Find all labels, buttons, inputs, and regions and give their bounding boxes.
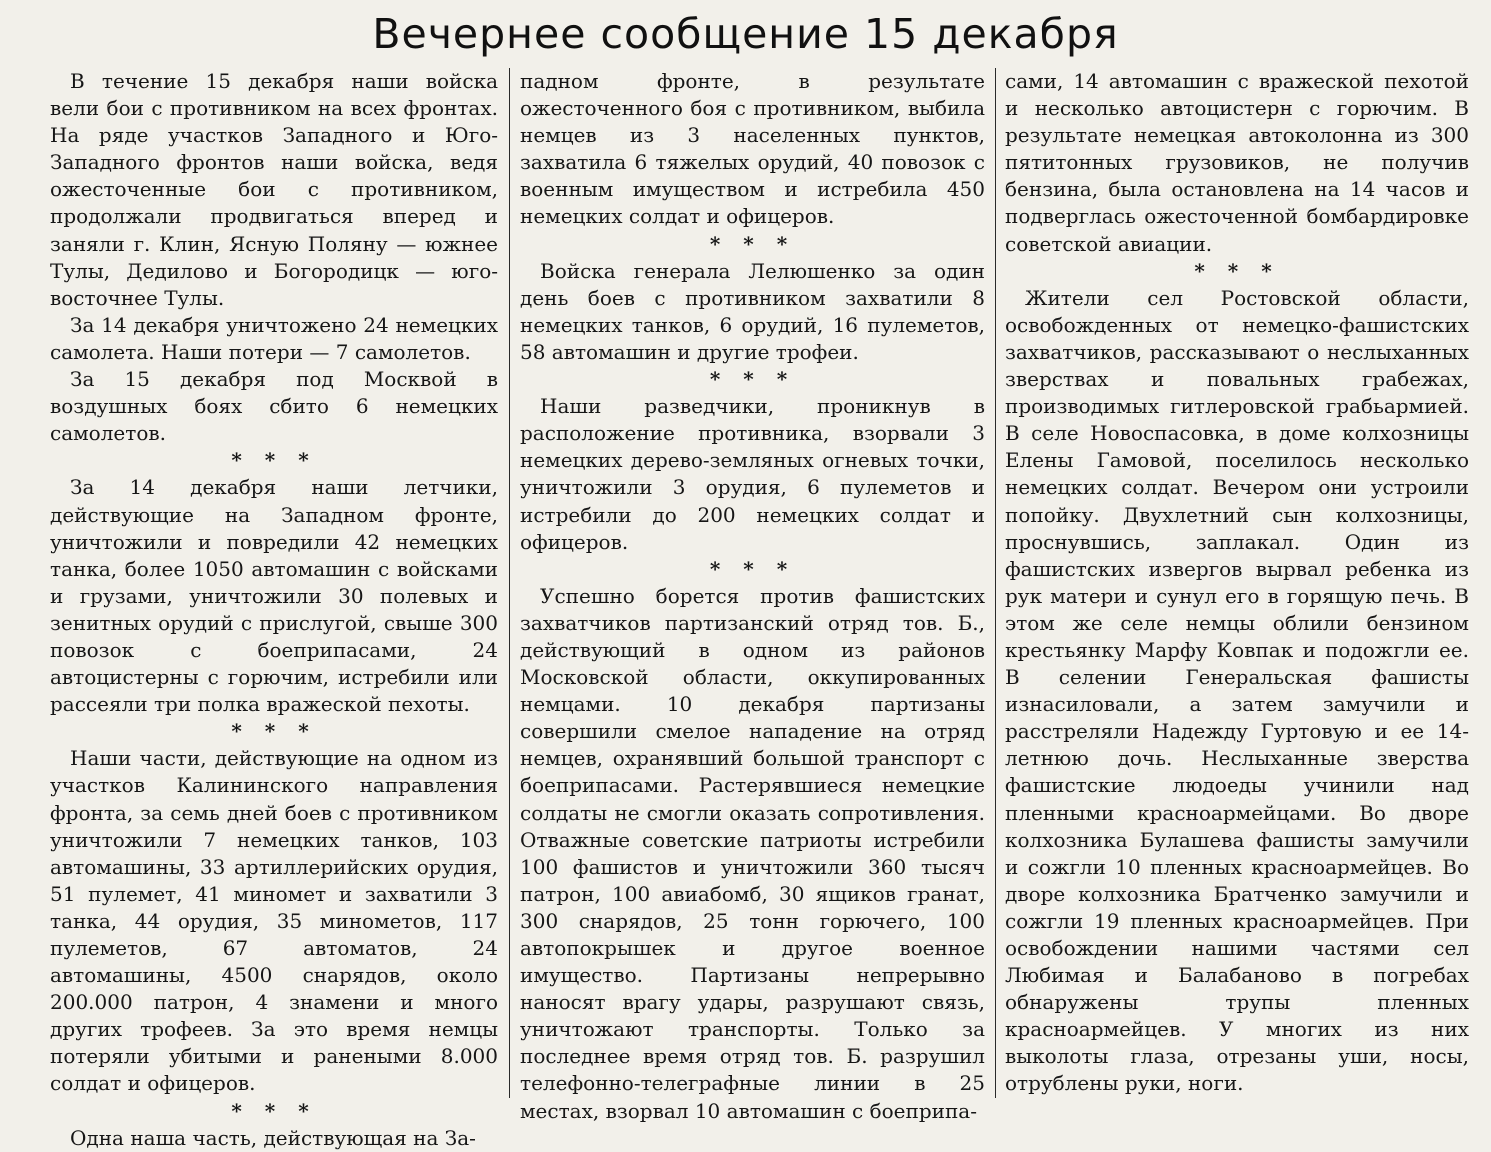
section-separator: * * * <box>231 719 317 744</box>
section-separator: * * * <box>231 1098 317 1123</box>
article-column-2 <box>520 68 985 1125</box>
section-separator: * * * <box>709 556 796 581</box>
article-paragraph: За 15 декабря под Москвой в воздушных боях сбито 6 немецких самолетов. <box>50 367 498 446</box>
column-rule-2 <box>995 68 996 1098</box>
article-paragraph: За 14 декабря уничтожено 24 немецких самолета. Наши потери — 7 самолетов. <box>50 312 498 364</box>
article-paragraph: Одна наша часть, действующая на За- <box>70 1125 476 1150</box>
article-paragraph: Войска генерала Лелюшенко за один день боев с противником захватили 8 немецких танков, 6 орудий, 16 пулеметов, 58 автомашин и другие трофеи. <box>520 258 985 364</box>
article-column-1 <box>50 68 498 1152</box>
article-paragraph: Успешно борется против фашистских захватчиков партизанский отряд тов. Б., действующий в одном из районов Московской области, оккупированных немцами. 10 декабря партизаны совершили смелое нападение на отряд немцев, охранявший большой транспорт с боеприпасами. Растерявшиеся немецкие солдаты не смогли оказать сопротивления. Отважные советские патриоты истребили 100 фашистов и уничтожили 360 тысяч патрон, 100 авиабомб, 30 ящиков гранат, 300 снарядов, 25 тонн горючего, 100 автопокрышек и другое военное имущество. Партизаны непрерывно наносят врагу удары, разрушают связь, уничтожают транспорты. Только за последнее время отряд тов. Б. разрушил телефонно-телеграфные линии в 25 местах, взорвал 10 автомашин с боеприпа- <box>520 583 985 1123</box>
article-paragraph: В течение 15 декабря наши войска вели бои с противником на всех фронтах. На ряде участков Западного и Юго-Западного фронтов наши войска, ведя ожесточенные бои с противником, продолжали продвигаться вперед и заняли г. Клин, Ясную Поляну — южнее Тулы, Дедилово и Богородицк — юго-восточнее Тулы. <box>50 69 498 310</box>
article-paragraph: Наши части, действующие на одном из участков Калининского направления фронта, за семь дней боев с противником уничтожили 7 немецких танков, 103 автомашины, 33 артиллерийских орудия, 51 пулемет, 41 миномет и захватили 3 танка, 44 орудия, 35 минометов, 117 пулеметов, 67 автоматов, 24 автомашины, 4500 снарядов, около 200.000 патрон, 4 знамени и много других трофеев. За это время немцы потеряли убитыми и ранеными 8.000 солдат и офицеров. <box>50 746 498 1096</box>
section-separator: * * * <box>1194 258 1280 283</box>
article-paragraph: падном фронте, в результате ожесточенного боя с противником, выбила немцев из 3 населенных пунктов, захватила 6 тяжелых орудий, 40 повозок с военным имуществом и истребила 450 немецких солдат и офицеров. <box>520 69 985 229</box>
article-paragraph: Наши разведчики, проникнув в расположение противника, взорвали 3 немецких дерево-земляных огневых точки, уничтожили 3 орудия, 6 пулеметов и истребили до 200 немецких солдат и офицеров. <box>520 394 985 554</box>
article-column-3 <box>1005 68 1469 1098</box>
article-paragraph: сами, 14 автомашин с вражеской пехотой и несколько автоцистерн с горючим. В результате немецкая автоколонна из 300 пятитонных грузовиков, не получив бензина, была остановлена на 14 часов и подверглась ожесточенной бомбардировке советской авиации. <box>1005 69 1469 256</box>
section-separator: * * * <box>709 231 796 256</box>
headline: Вечернее сообщение 15 декабря <box>372 10 1119 58</box>
section-separator: * * * <box>231 448 317 473</box>
section-separator: * * * <box>709 367 796 392</box>
article-paragraph: За 14 декабря наши летчики, действующие на Западном фронте, уничтожили и повредили 42 немецких танка, более 1050 автомашин с войсками и грузами, уничтожили 30 полевых и зенитных орудий с прислугой, свыше 300 повозок с боеприпасами, 24 автоцистерны с горючим, истребили или рассеяли три полка вражеской пехоты. <box>50 475 498 717</box>
column-rule-1 <box>509 68 510 1098</box>
article-paragraph: Жители сел Ростовской области, освобожденных от немецко-фашистских захватчиков, рассказывают о неслыханных зверствах и повальных грабежах, производимых гитлеровской грабьармией. В селе Новоспасовка, в доме колхозницы Елены Гамовой, поселилось несколько немецких солдат. Вечером они устроили попойку. Двухлетний сын колхозницы, проснувшись, заплакал. Один из фашистских извергов вырвал ребенка из рук матери и сунул его в горящую печь. В этом же селе немцы облили бензином крестьянку Марфу Ковпак и подожгли ее. В селении Генеральская фашисты изнасиловали, а затем замучили и расстреляли Надежду Гуртовую и ее 14-летнюю дочь. Неслыханные зверства фашистские людоеды учинили над пленными красноармейцами. Во дворе колхозника Булашева фашисты замучили и сожгли 10 пленных красноармейцев. Во дворе колхозника Братченко замучили и сожгли 19 пленных красноармейцев. При освобождении нашими частями сел Любимая и Балабаново в погребах обнаружены трупы пленных красноармейцев. У многих из них выколоты глаза, отрезаны уши, носы, отрублены руки, ноги. <box>1005 285 1469 1096</box>
